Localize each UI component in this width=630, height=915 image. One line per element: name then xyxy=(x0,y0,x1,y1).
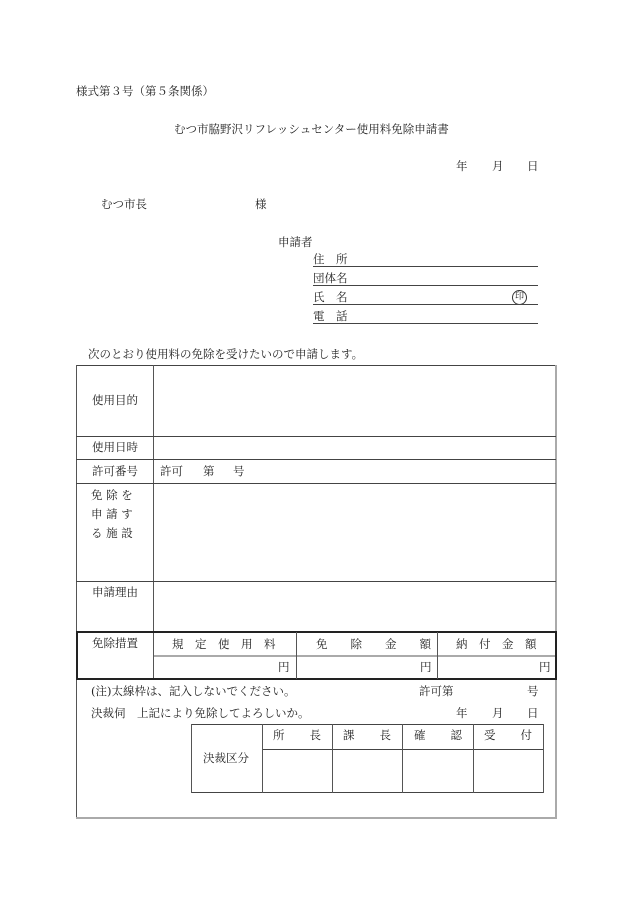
applicant-label: 申請者 xyxy=(278,235,313,249)
decision-date-year: 年 xyxy=(456,706,468,720)
exempt-amount-yen: 円 xyxy=(420,660,432,674)
decision-col-divider xyxy=(262,724,263,793)
facility-label-text: る 施 設 xyxy=(91,526,133,540)
payment-amount-yen: 円 xyxy=(539,660,551,674)
form-number: 様式第３号（第５条関係） xyxy=(76,84,214,98)
date-year: 年 xyxy=(456,159,468,173)
row-divider xyxy=(76,436,556,437)
row-divider xyxy=(76,483,556,484)
decision-col-divider xyxy=(473,724,474,793)
note-text: (注)太線枠は、記入しないでください。 xyxy=(91,684,296,698)
decision-header-confirm xyxy=(414,730,462,742)
header-char: 所 xyxy=(273,728,285,742)
form-title: むつ市脇野沢リフレッシュセンター使用料免除申請書 xyxy=(174,122,449,136)
purpose-input[interactable] xyxy=(160,370,550,432)
permit-go: 号 xyxy=(233,464,245,478)
decision-right-border xyxy=(543,724,544,793)
exemption-bottom-border xyxy=(76,678,557,680)
exemption-inner-divider xyxy=(154,655,555,657)
decision-text: 決裁伺 上記により免除してよろしいか。 xyxy=(91,706,310,720)
applicant-name-underline xyxy=(313,304,538,305)
date-month: 月 xyxy=(492,159,504,173)
header-char: 長 xyxy=(309,728,321,742)
decision-left-border xyxy=(191,724,192,793)
seal-icon: 印 xyxy=(512,290,527,305)
exemption-col-divider xyxy=(437,632,438,679)
decision-col-divider xyxy=(402,724,403,793)
exemption-right-border xyxy=(555,631,557,680)
decision-col-divider xyxy=(332,724,333,793)
permit-dai: 第 xyxy=(203,464,215,478)
decision-header-section-chief xyxy=(343,730,391,742)
payment-amount-header: 納 付 金 額 xyxy=(456,637,537,651)
datetime-label: 使用日時 xyxy=(92,440,138,454)
header-char: 付 xyxy=(520,728,532,742)
header-char: 確 xyxy=(414,728,426,742)
facility-label-text: 申 請 す xyxy=(91,507,133,521)
header-char: 認 xyxy=(450,728,462,742)
facility-label-line-2 xyxy=(91,509,137,521)
purpose-label: 使用目的 xyxy=(92,393,138,407)
header-char: 課 xyxy=(343,728,355,742)
table-bottom-border xyxy=(76,817,557,819)
intro-text: 次のとおり使用料の免除を受けたいので申請します。 xyxy=(88,347,364,361)
addressee-name: むつ市長 xyxy=(101,197,147,211)
exemption-left-border xyxy=(76,631,78,680)
reason-label: 申請理由 xyxy=(92,585,138,599)
standard-fee-header: 規 定 使 用 料 xyxy=(172,637,276,651)
table-left-border xyxy=(76,365,77,818)
facility-label-line-3 xyxy=(91,528,137,540)
facility-input[interactable] xyxy=(160,488,550,576)
note-permit-label: 許可第 xyxy=(419,684,454,698)
decision-date-day: 日 xyxy=(527,706,539,720)
decision-label: 決裁区分 xyxy=(203,751,249,765)
decision-top-border xyxy=(191,724,543,725)
table-right-border xyxy=(555,365,557,818)
date-day: 日 xyxy=(527,159,539,173)
facility-label-line-1 xyxy=(91,490,137,502)
applicant-phone-label: 電 話 xyxy=(313,309,348,323)
applicant-org-underline xyxy=(313,285,538,286)
row-divider xyxy=(76,459,556,460)
decision-date-month: 月 xyxy=(492,706,504,720)
table-top-border xyxy=(76,365,556,366)
exemption-col-divider xyxy=(296,632,297,679)
exemption-label: 免除措置 xyxy=(92,636,138,650)
decision-header-director xyxy=(273,730,321,742)
header-char: 長 xyxy=(379,728,391,742)
note-permit-go: 号 xyxy=(527,684,539,698)
permit-label: 許可番号 xyxy=(92,464,138,478)
permit-prefix: 許可 xyxy=(160,464,183,478)
exempt-amount-header: 免 除 金 額 xyxy=(316,637,431,651)
reason-input[interactable] xyxy=(160,586,550,626)
applicant-phone-underline xyxy=(313,323,538,324)
row-divider xyxy=(76,581,556,582)
applicant-address-label: 住 所 xyxy=(313,252,348,266)
decision-bottom-border xyxy=(191,792,543,793)
facility-label-text: 免 除 を xyxy=(91,488,133,502)
datetime-input[interactable] xyxy=(160,440,550,456)
header-char: 受 xyxy=(484,728,496,742)
decision-header-reception xyxy=(484,730,532,742)
applicant-address-underline xyxy=(313,266,538,267)
applicant-name-label: 氏 名 xyxy=(313,290,348,304)
standard-fee-yen: 円 xyxy=(278,660,290,674)
exemption-top-border xyxy=(76,631,557,633)
applicant-org-label: 団体名 xyxy=(313,271,348,285)
addressee-honorific: 様 xyxy=(255,197,267,211)
